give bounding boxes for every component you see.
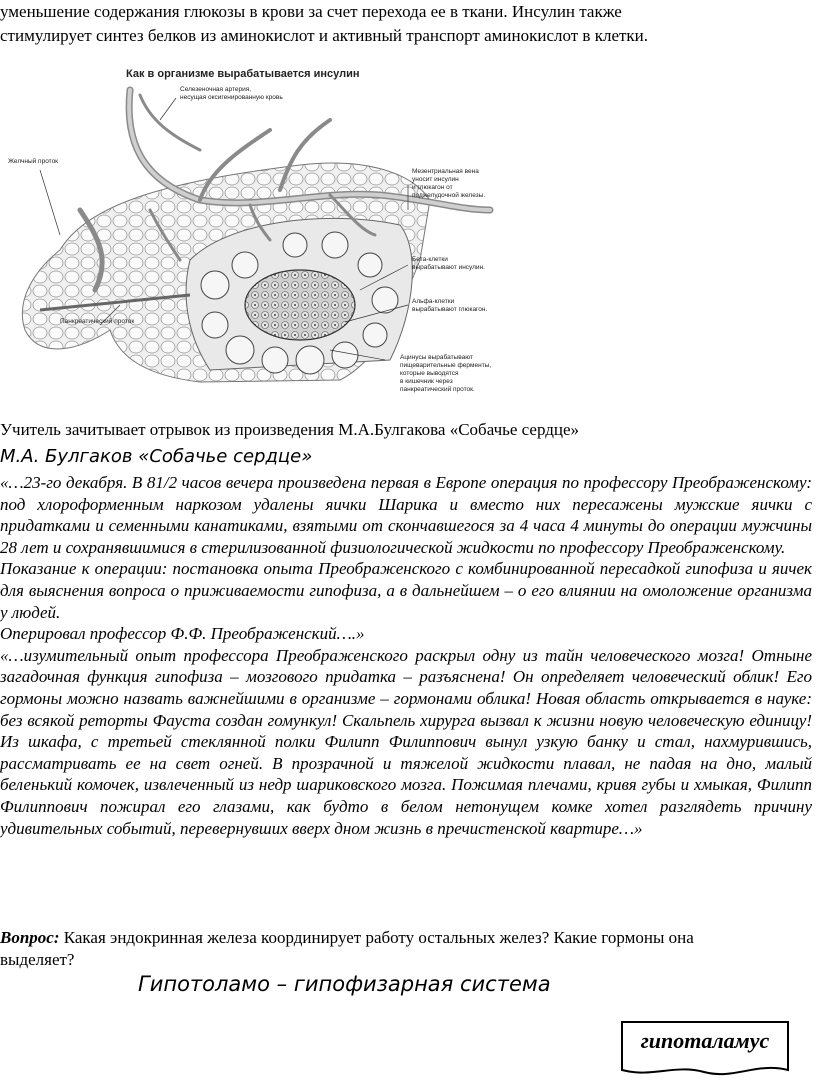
label-bile-duct: Желчный проток (8, 158, 59, 165)
question-label: Вопрос: (0, 928, 60, 947)
label-alpha-cells: Альфа-клетки вырабатывают глюкагон. (412, 298, 488, 313)
excerpt-paragraph-1: «…23-го декабря. В 81/2 часов вечера произведена первая в Европе операция по профессору Преображенскому: под хлороформенным наркозом удалены яички Шарика и вместо них пересажены мужские яички с придатками и семенными канатиками, взятыми от скончавшегося за 4 часа 4 минуты до операции мужчины 28 лет и сохранявшимися в стерилизованной физиологической жидкости по профессору Преображенскому. (0, 473, 812, 557)
answer-text: Гипотоламо – гипофизарная система (138, 972, 551, 996)
pancreas-illustration (0, 60, 520, 400)
hypothalamus-badge (616, 1018, 794, 1080)
question-text: Какая эндокринная железа координирует работу остальных желез? Какие гормоны она выделяет? (0, 928, 694, 969)
excerpt-paragraph-2: Показание к операции: постановка опыта Преображенского с комбинированной пересадкой гипофиза и яичек для выяснения вопроса о приживаемости гипофиза, а в дальнейшем – о его влиянии на омоложение организма у людей. (0, 559, 812, 622)
excerpt-paragraph-3: Оперировал профессор Ф.Ф. Преображенский….» (0, 624, 365, 644)
question (0, 927, 700, 971)
intro-line-2: стимулирует синтез белков из аминокислот и активный транспорт аминокислот в клетки. (0, 26, 649, 45)
intro-line-1: уменьшение содержания глюкозы в крови за счет перехода ее в ткани. Инсулин также (0, 2, 622, 21)
label-mesenteric-vein: Мезентриальная вена уносит инсулин и глюкагон от поджелудочной железы. (412, 168, 486, 199)
label-pancreatic-duct: Панкреатический проток (60, 318, 135, 325)
pancreas-drawing (0, 60, 520, 400)
intro-text (0, 0, 816, 48)
teacher-line: Учитель зачитывает отрывок из произведения М.А.Булгакова «Собачье сердце» (0, 420, 580, 439)
book-title: М.А. Булгаков «Собачье сердце» (0, 446, 313, 467)
excerpt (0, 472, 812, 839)
excerpt-paragraph-4: «…изумительный опыт профессора Преображенского раскрыл одну из тайн человеческого мозга! Отныне загадочная функция гипофиза – мозгового придатка – разъяснена! Он определяет человеческий облик! Его гормоны можно назвать важнейшими в организме – гормонами облика! Новая область открывается в науке: без всякой реторты Фауста создан гомункул! Скальпель хирурга вызвал к жизни новую человеческую единицу! Из шкафа, с третьей стеклянной полки Филипп Филиппович вынул узкую банку и стал, нахмурившись, рассматривать ее на свет огней. В прозрачной и тяжелой жидкости плавал, не падая на дно, малый беленький комочек, извлеченный из недр шариковского мозга. Пожимая плечами, кривя губы и хмыкая, Филипп Филиппович пожирал его глазами, как будто в белом нетонущем комке хотел разглядеть причину удивительных событий, перевернувших вверх дном жизнь в пречистенской квартире…» (0, 645, 812, 838)
badge-label: гипоталамус (640, 1028, 770, 1053)
label-artery: Селезеночная артерия, несущая оксигенированную кровь (180, 86, 283, 101)
label-beta-cells: Бета-клетки вырабатывают инсулин. (412, 256, 485, 271)
figure-title: Как в организме вырабатывается инсулин (126, 68, 360, 80)
label-acini: Ацинусы вырабатывают пищеварительные ферменты, которые выводятся в кишечник через панкреатический проток. (400, 354, 492, 393)
